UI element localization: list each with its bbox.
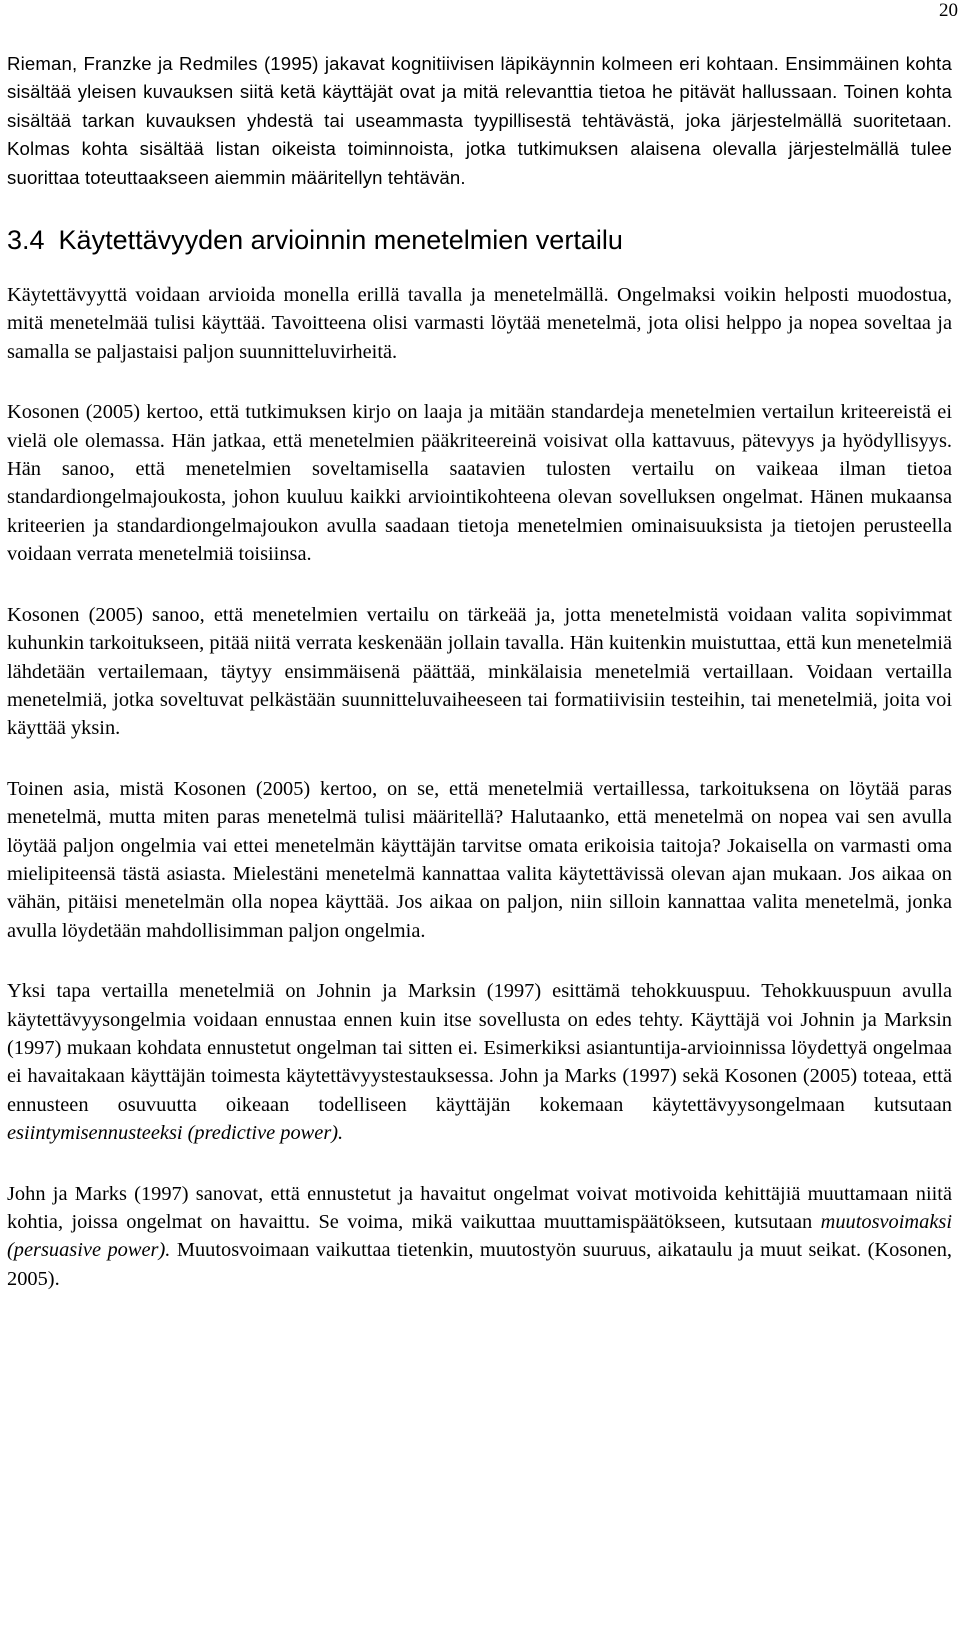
paragraph-persuasive-power-text: John ja Marks (1997) sanovat, että ennustetut ja havaitut ongelmat voivat motivoida kehittäjiä muuttamaan niitä kohtia, joissa ongelmat on havaittu. Se voima, mikä vaikuttaa muuttamispäätökseen, kutsutaan	[7, 1182, 952, 1233]
paragraph-best-method: Toinen asia, mistä Kosonen (2005) kertoo, on se, että menetelmiä vertaillessa, tarkoituksena on löytää paras menetelmä, mutta miten paras menetelmä tulisi määritellä? Halutaanko, että menetelmä on nopea vai sen avulla löytää paljon ongelmia vai ettei menetelmän käyttäjän tarvitse omata erikoisia taitoja? Jokaisella on varmasti oma mielipiteensä tästä asiasta. Mielestäni menetelmä kannattaa valita käytettävissä olevan ajan mukaan. Jos aikaa on vähän, pitäisi menetelmän olla nopea käyttää. Jos aikaa on paljon, niin silloin kannattaa valita menetelmä, jonka avulla löydetään mahdollisimman paljon ongelmia.	[7, 777, 952, 942]
predictive-power-term: esiintymisennusteeksi (predictive power).	[7, 1122, 344, 1145]
paragraph-kosonen-criteria: Kosonen (2005) kertoo, että tutkimuksen kirjo on laaja ja mitään standardeja menetelmien vertailun kriteereistä ei vielä ole olemassa. Hän jatkaa, että menetelmien pääkriteereinä voisivat olla kattavuus, pätevyys ja hyödyllisyys. Hän sanoo, että menetelmien soveltamisella saatavien tulosten vertailu on vaikeaa ilman tietoa standardiongelmajoukosta, johon kuuluu kaikki arviointikohteena olevan sovelluksen ongelmat. Hänen mukaansa kriteerien ja standardiongelmajoukon avulla saadaan tietoja menetelmien ominaisuuksista ja tietojen perusteella voidaan verrata menetelmiä toisiinsa.	[7, 401, 952, 566]
page-number: 20	[939, 0, 958, 21]
paragraph-efficiency-tree	[7, 977, 952, 1147]
persuasive-power-term: muutosvoimaksi (persuasive power).	[7, 1211, 952, 1262]
paragraph-cognitive-walkthrough: Rieman, Franzke ja Redmiles (1995) jakavat kognitiivisen läpikäynnin kolmeen eri kohtaan. Ensimmäinen kohta sisältää yleisen kuvauksen siitä ketä käyttäjät ovat ja mitä relevanttia tietoa he pitävät hallussaan. Toinen kohta sisältää tarkan kuvauksen yhdestä tai useammasta tyypillisestä tehtävästä, joka järjestelmällä suoritetaan. Kolmas kohta sisältää listan oikeista toiminnoista, jotka tutkimuksen alaisena olevalla järjestelmällä tulee suorittaa toteuttaakseen aiemmin määritellyn tehtävän.	[7, 53, 952, 188]
section-number: 3.4	[7, 225, 45, 256]
paragraph-persuasive-power	[7, 1180, 952, 1294]
section-title: Käytettävyyden arvioinnin menetelmien vertailu	[58, 225, 623, 256]
paragraph-persuasive-power-end: Muutosvoimaan vaikuttaa tietenkin, muutostyön suuruus, aikataulu ja muut seikat. (Kosonen, 2005).	[7, 1239, 952, 1290]
paragraph-efficiency-tree-text: Yksi tapa vertailla menetelmiä on Johnin ja Marksin (1997) esittämä tehokkuuspuu. Tehokkuuspuun avulla käytettävyysongelmia voidaan ennustaa ennen kuin itse sovellusta on edes tehty. Käyttäjä voi Johnin ja Marksin (1997) mukaan kohdata ennustetut ongelman tai sitten ei. Esimerkiksi asiantuntija-arvioinnissa löydettyä ongelmaa ei havaitakaan käyttäjän toimesta käytettävyystestauksessa. John ja Marks (1997) sekä Kosonen (2005) toteaa, että ennusteen osuvuutta oikeaan todelliseen käyttäjän kokemaan käytettävyysongelmaan kutsutaan	[7, 980, 952, 1116]
page-content	[7, 50, 952, 1325]
section-heading	[7, 224, 952, 256]
paragraph-methods-intro: Käytettävyyttä voidaan arvioida monella erillä tavalla ja menetelmällä. Ongelmaksi voikin helposti muodostua, mitä menetelmää tulisi käyttää. Tavoitteena olisi varmasti löytää menetelmä, jota olisi helppo ja nopea soveltaa ja samalla se paljastaisi paljon suunnitteluvirheitä.	[7, 284, 952, 363]
paragraph-kosonen-comparison: Kosonen (2005) sanoo, että menetelmien vertailu on tärkeää ja, jotta menetelmistä voidaan valita sopivimmat kuhunkin tarkoitukseen, pitää niitä verrata keskenään jollain tavalla. Hän kuitenkin muistuttaa, että kun menetelmiä lähdetään vertailemaan, täytyy ensimmäisenä päättää, minkälaisia menetelmiä vertaillaan. Voidaan vertailla menetelmiä, jotka soveltuvat pelkästään suunnitteluvaiheeseen tai formatiivisiin testeihin, tai menetelmiä, joita voi käyttää yksin.	[7, 603, 952, 740]
